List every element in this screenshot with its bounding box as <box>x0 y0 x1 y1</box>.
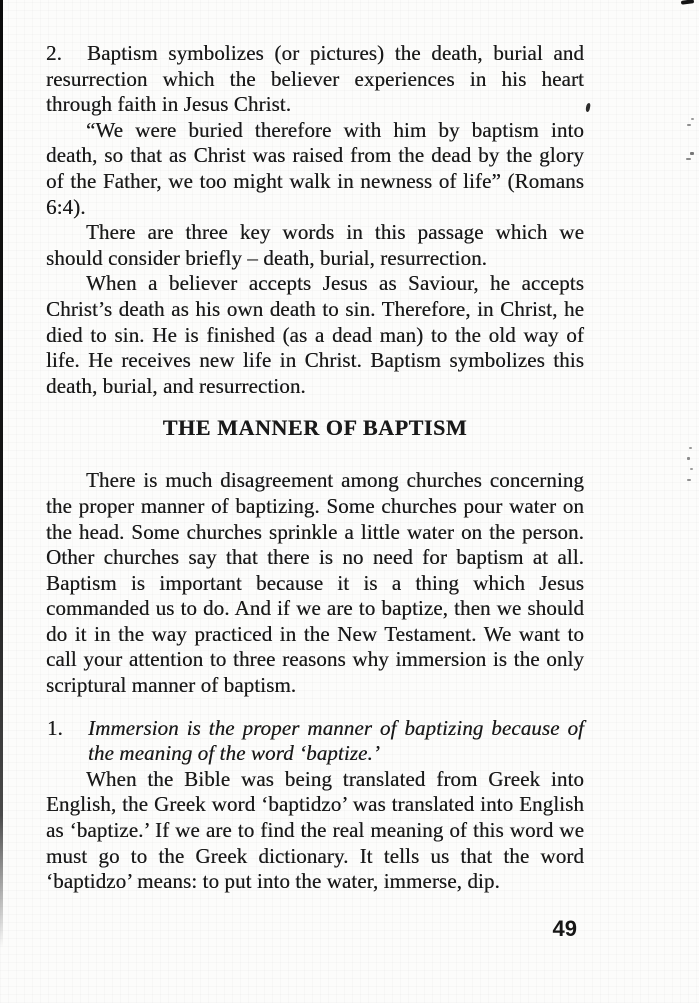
scan-speck <box>689 447 692 449</box>
scan-speck <box>686 158 691 160</box>
scan-corner-smudge <box>681 0 694 5</box>
key-words-paragraph: There are three key words in this passage which we should consider briefly – death, burial, resurrection. <box>46 220 584 270</box>
section-heading: THE MANNER OF BAPTISM <box>162 415 468 441</box>
scan-speck <box>690 468 693 470</box>
list-number: 1. <box>47 715 63 740</box>
list-number: 2. <box>46 41 62 65</box>
translation-paragraph: When the Bible was being translated from Greek into English, the Greek word ‘baptidzo’ was translated into English as ‘baptize.’ If we are to find the real meaning of this word we must go to the Greek dictionary. It tells us that the word ‘baptidzo’ means: to put into the water, immerse, dip. <box>46 766 584 894</box>
paragraph-text: Baptism symbolizes (or pictures) the death, burial and resurrection which the believer experiences in his heart through faith in Jesus Christ. <box>46 41 584 117</box>
scan-edge-bar <box>0 0 3 948</box>
page-text-column <box>46 41 584 942</box>
numbered-paragraph-1 <box>46 716 584 767</box>
scan-speck <box>691 118 694 120</box>
scan-speck <box>690 152 694 155</box>
numbered-paragraph-2 <box>46 41 584 118</box>
ink-speck-mark <box>585 103 591 113</box>
page-number: 49 <box>552 915 577 941</box>
believer-paragraph: When a believer accepts Jesus as Saviour, he accepts Christ’s death as his own death to sin. Therefore, in Christ, he died to sin. He is finished (as a dead man) to the old way of life. He receives new life in Christ. Baptism symbolizes this death, burial, and resurrection. <box>46 271 584 398</box>
scripture-quote-paragraph: “We were buried therefore with him by baptism into death, so that as Christ was raised from the dead by the glory of the Father, we too might walk in newness of life” (Romans 6:4). <box>46 117 584 219</box>
scan-speck <box>687 479 691 481</box>
italic-reason-text: Immersion is the proper manner of baptizing because of the meaning of the word ‘baptize.’ <box>88 715 584 766</box>
scan-speck <box>687 457 690 460</box>
disagreement-paragraph: There is much disagreement among churches concerning the proper manner of baptizing. Some churches pour water on the head. Some churches sprinkle a little water on the person. Other churches say that there is no need for baptism at all. Baptism is important because it is a thing which Jesus commanded us to do. And if we are to baptize, then we should do it in the way practiced in the New Testament. We want to call your attention to three reasons why immersion is the only scriptural manner of baptism. <box>46 468 584 698</box>
scan-speck <box>687 124 691 126</box>
